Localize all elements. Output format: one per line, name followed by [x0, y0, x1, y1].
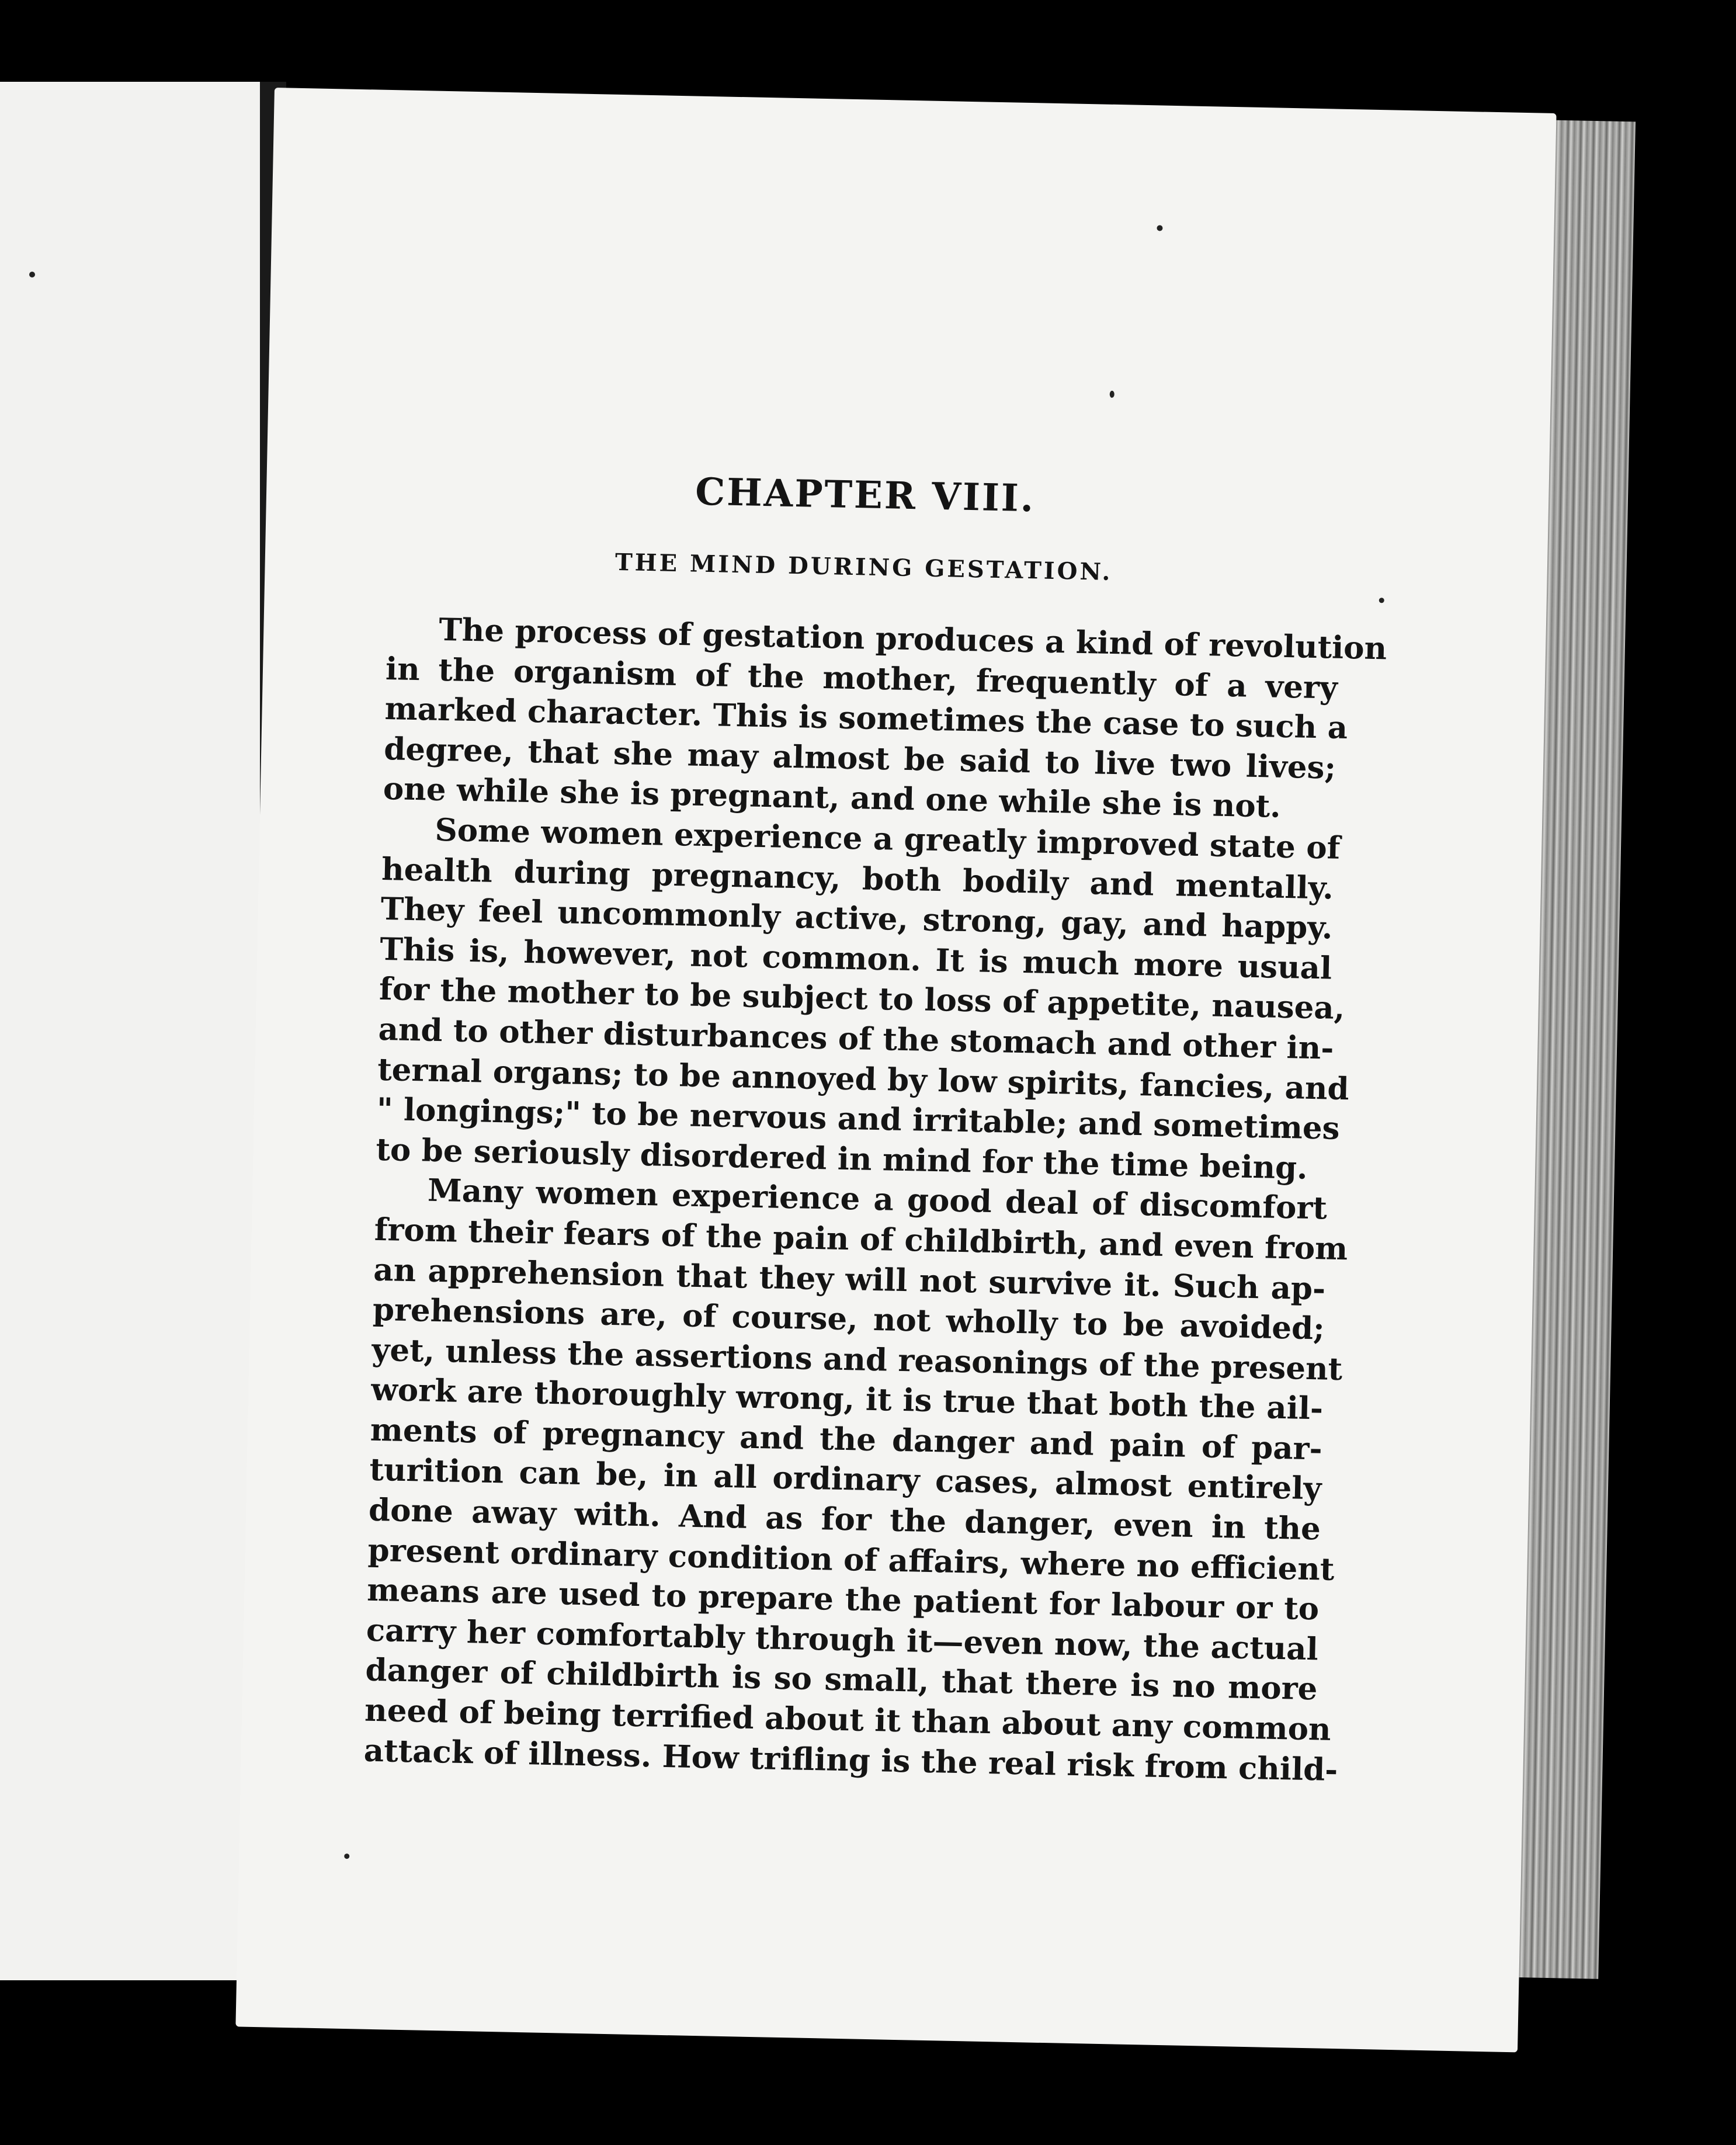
ink-speck [1157, 225, 1162, 231]
text-line: degree, that she may almost be said to live two lives; [383, 730, 1336, 786]
body-text [363, 609, 1387, 1790]
text-line: prehensions are, of course, not wholly to be avoided; [372, 1291, 1325, 1347]
text-line: turition can be, in all ordinary cases, almost entirely [369, 1452, 1322, 1507]
text-line: " longings;" to be nervous and irritable; and sometimes [376, 1091, 1341, 1147]
left-page [0, 82, 260, 1980]
chapter-title: CHAPTER VIII. [695, 470, 1036, 521]
text-line: carry her comfortably through it—even now, the actual [366, 1612, 1319, 1668]
page-content [363, 464, 1387, 1789]
text-line: need of being terrified about it than about any common [364, 1692, 1332, 1748]
text-line: and to other disturbances of the stomach and other in- [378, 1011, 1334, 1067]
text-line: ternal organs; to be annoyed by low spirits, fancies, and [377, 1051, 1350, 1107]
text-line: one while she is pregnant, and one while she is not. [383, 770, 1282, 825]
text-line: work are thoroughly wrong, it is true that both the ail- [370, 1372, 1324, 1427]
paragraph [363, 1169, 1348, 1789]
ink-speck [1379, 598, 1384, 603]
text-line: for the mother to be subject to loss of appetite, nausea, [379, 971, 1345, 1027]
paragraph [375, 809, 1350, 1189]
text-line: an apprehension that they will not survive it. Such ap- [373, 1251, 1326, 1307]
text-line: health during pregnancy, both bodily and mentally. [381, 851, 1334, 907]
ink-speck [344, 1854, 349, 1859]
text-line: This is, however, not common. It is much more usual [379, 931, 1332, 987]
text-line: attack of illness. How trifling is the real risk from child- [363, 1732, 1338, 1788]
text-line: means are used to prepare the patient for labour or to [366, 1571, 1320, 1627]
text-line: present ordinary condition of affairs, where no efficient [367, 1532, 1335, 1588]
text-line: Many women experience a good deal of discomfort [427, 1172, 1328, 1227]
text-line: Some women experience a greatly improved state of [434, 811, 1341, 866]
text-line: ments of pregnancy and the danger and pain of par- [370, 1411, 1323, 1467]
text-line: The process of gestation produces a kind of revolution [438, 611, 1387, 667]
text-line: yet, unless the assertions and reasonings of the present [371, 1331, 1343, 1387]
text-line: from their fears of the pain of childbirth, and even from [374, 1211, 1348, 1268]
text-line: done away with. And as for the danger, even in the [368, 1491, 1321, 1547]
right-page [235, 88, 1556, 2052]
text-line: danger of childbirth is so small, that there is no more [365, 1652, 1318, 1707]
paragraph [383, 609, 1387, 828]
text-line: marked character. This is sometimes the case to such a [384, 690, 1348, 747]
text-line: to be seriously disordered in mind for the time being. [375, 1131, 1308, 1186]
text-line: in the organism of the mother, frequently of a very [385, 650, 1338, 706]
ink-speck [29, 272, 35, 277]
text-line: They feel uncommonly active, strong, gay, and happy. [380, 891, 1334, 946]
ink-speck [1110, 391, 1114, 398]
section-title: THE MIND DURING GESTATION. [614, 548, 1113, 586]
